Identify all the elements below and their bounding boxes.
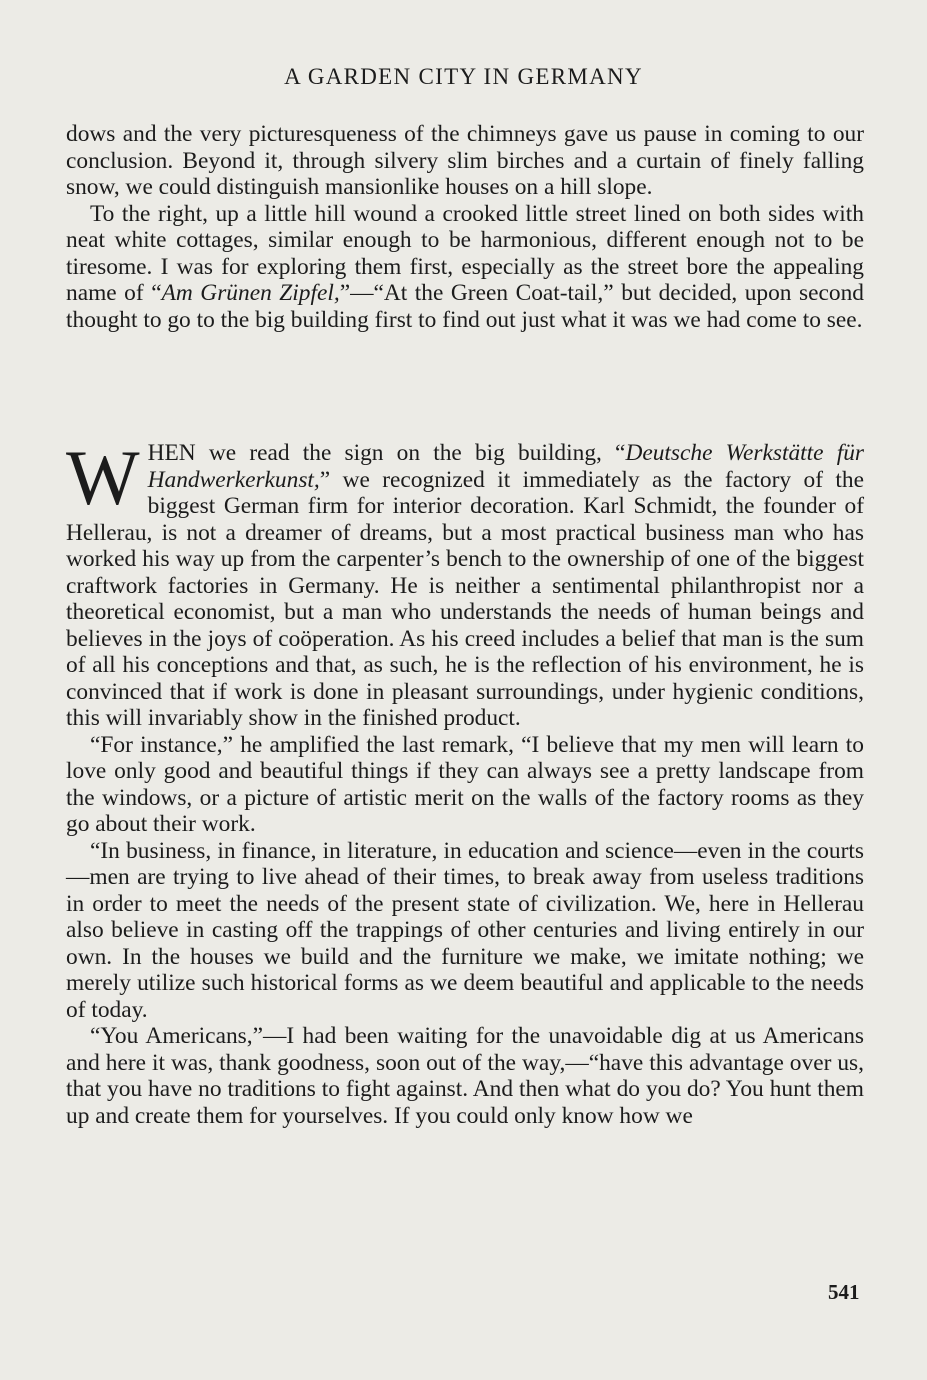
paragraph-for-instance: “For instance,” he amplified the last remark, “I believe that my men will learn to love only good and beautiful things if they can always see a pretty landscape from the windows, or a picture of artistic merit on the walls of the factory rooms as they go about their work. (66, 731, 864, 837)
paragraph-business: “In business, in finance, in literature, in education and science—even in the courts—men are trying to live ahead of their times, to break away from useless traditions in order to meet the needs of the present state of civilization. We, here in Hellerau also believe in casting off the trappings of other centuries and living entirely in our own. In the houses we build and the furniture we make, we imitate nothing; we merely utilize such historical forms as we deem beautiful and applicable to the needs of today. (66, 837, 864, 1023)
paragraph-text: ” we recognized it immediately as the factory of the biggest German firm for interior decoration. Karl Schmidt, the founder of Hellerau, is not a dreamer of dreams, but a most practical business man who has worked his way up from the carpenter’s bench to the ownership of one of the biggest craftwork factories in Germany. He is neither a sentimental philanthropist nor a theoretical economist, but a man who understands the needs of human beings and believes in the joys of coöperation. As his creed includes a belief that man is the sum of all his conceptions and that, as such, he is the reflection of his environment, he is convinced that if work is done in pleasant surroundings, under hygienic conditions, this will invariably show in the finished product. (66, 466, 864, 731)
firm-name: Deutsche Werkstätte für Handwerkerkunst, (147, 440, 864, 493)
paragraph-americans: “You Americans,”—I had been waiting for the unavoidable dig at us Americans and here it was, thank goodness, soon out of the way,—“have this advantage over us, that you have no traditions to fight against. And then what do you do? You hunt them up and create them for yourselves. If you could only know how we (66, 1023, 864, 1129)
paragraph-text: HEN we read the sign on the big building, “ (147, 440, 626, 466)
street-name: Am Grünen Zipfel, (161, 280, 340, 306)
drop-cap-letter: W (66, 434, 140, 521)
paragraph-text: To the right, up a little hill wound a crooked little street lined on both sides with neat white cottages, similar enough to be harmonious, different enough not to be tiresome. I was for exploring them first, especially as the street bore the appealing name of “ (66, 200, 864, 306)
text-block-top (66, 121, 864, 333)
paragraph-werkstatte (66, 434, 864, 732)
text-block-main (66, 434, 864, 1129)
running-title: A GARDEN CITY IN GERMANY (284, 64, 643, 89)
paragraph-text: ”—“At the Green Coat-tail,” but decided, upon second thought to go to the big building first to find out just what it was we had come to see. (66, 280, 864, 333)
page-number: 541 (828, 1280, 860, 1304)
paragraph-continuation: dows and the very picturesqueness of the chimneys gave us pause in coming to our conclusion. Beyond it, through silvery slim birches and a curtain of finely falling snow, we could distinguish mansionlike houses on a hill slope. (66, 121, 864, 200)
paragraph-coat-tail (66, 201, 864, 334)
